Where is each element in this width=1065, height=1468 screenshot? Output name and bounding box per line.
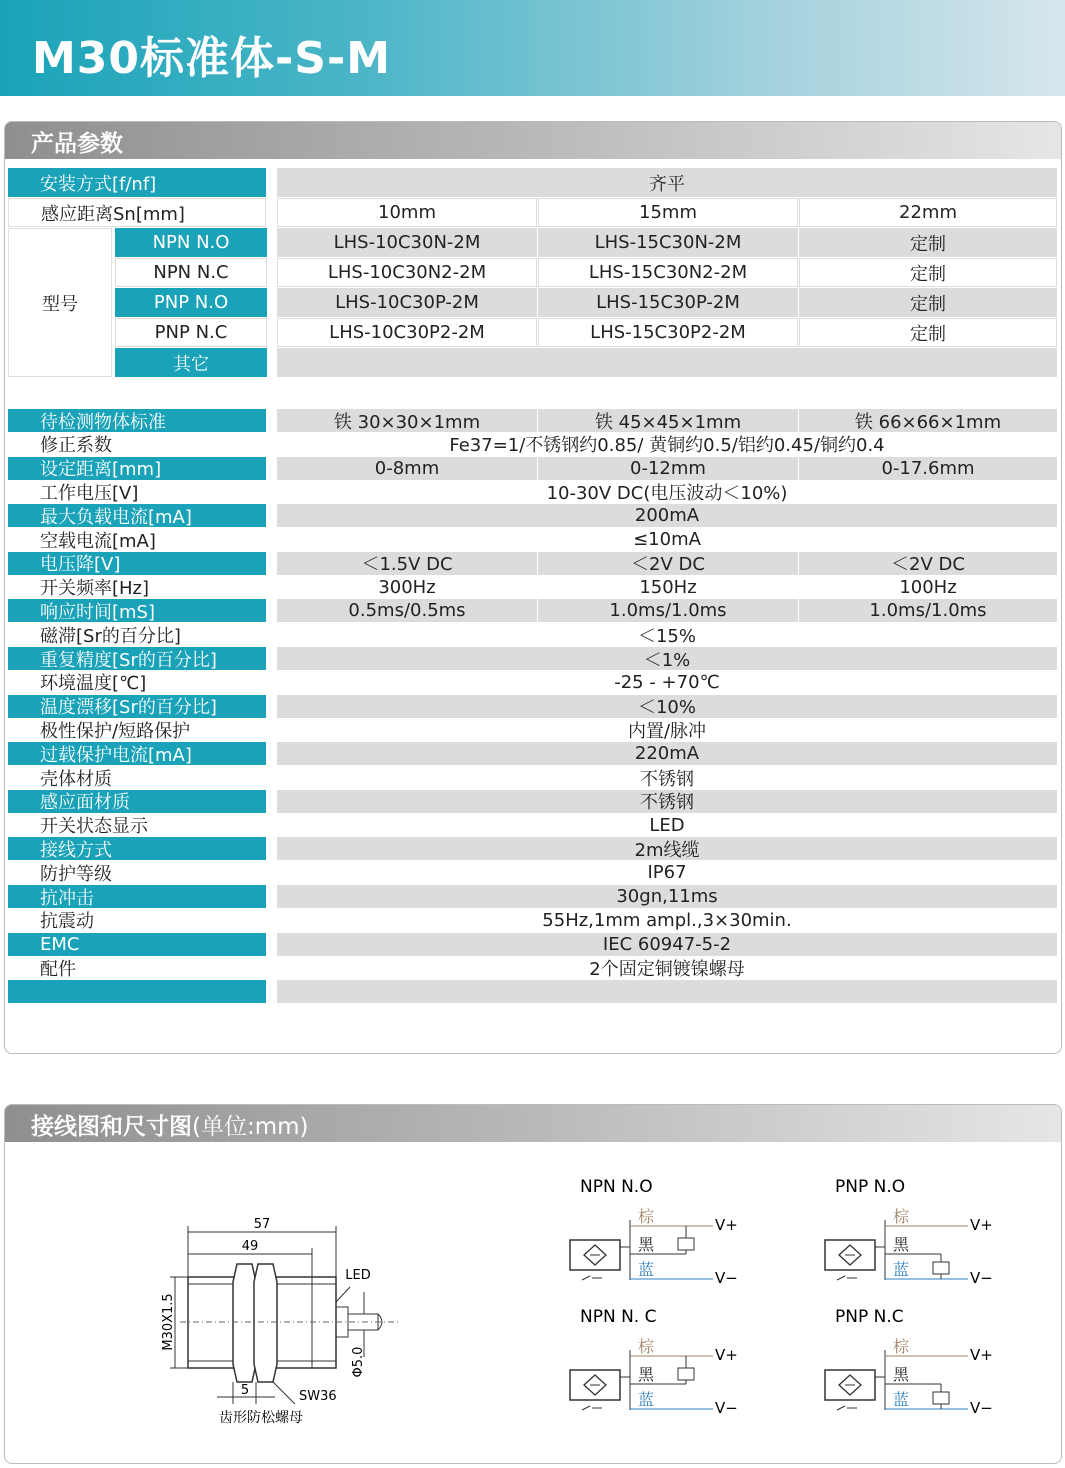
vplus-label: V+ [715,1346,738,1364]
spec-row [8,433,1058,456]
spec-value: LED [277,814,1057,837]
vminus-label: V− [970,1269,993,1287]
page-title: M30标准体-S-M [32,33,392,84]
model-value: LHS-10C30P2-2M [277,318,537,347]
spec-row [8,814,1058,837]
spec-value: 10-30V DC(电压波动＜10%) [277,480,1057,503]
table-row [8,198,1058,227]
spec-row [8,504,1058,527]
thread-label: M30X1.5 [161,1293,176,1351]
spec-row [8,409,1058,432]
model-row [8,228,1058,257]
title-banner [0,0,1065,96]
vplus-label: V+ [970,1216,993,1234]
spec-value: 铁 66×66×1mm [799,409,1057,432]
sw-label: SW36 [299,1389,337,1404]
black-wire-label: 黑 [638,1365,655,1384]
blue-wire-label: 蓝 [893,1260,910,1279]
spec-label: 开关状态显示 [8,814,266,837]
spec-value: 2m线缆 [277,837,1057,860]
model-value: 定制 [799,228,1057,257]
spec-value: 100Hz [799,576,1057,599]
mount-value: 齐平 [277,168,1057,197]
spec-value: 内置/脉冲 [277,718,1057,741]
spec-value: 200mA [277,504,1057,527]
model-value: 定制 [799,288,1057,317]
model-value: 定制 [799,318,1057,347]
led-label: LED [345,1268,371,1283]
vminus-label: V− [970,1399,993,1417]
drawing-panel [4,1104,1062,1464]
spec-label: 防护等级 [8,861,266,884]
model-type: PNP N.O [115,288,267,317]
spec-value: 1.0ms/1.0ms [538,599,798,622]
spec-row [8,933,1058,956]
vminus-label: V− [715,1399,738,1417]
spec-value: 铁 30×30×1mm [277,409,537,432]
spec-value: 30gn,11ms [277,885,1057,908]
spec-row [8,909,1058,932]
spec-row [8,742,1058,765]
spec-value: ＜2V DC [538,552,798,575]
spec-value: ＜1.5V DC [277,552,537,575]
spec-row [8,790,1058,813]
model-value: LHS-10C30N2-2M [277,258,537,287]
spec-label: 开关频率[Hz] [8,576,266,599]
spec-label: 抗冲击 [8,885,266,908]
model-value: LHS-15C30N-2M [538,228,798,257]
spec-label: 感应面材质 [8,790,266,813]
dimension-drawing [5,1142,1062,1464]
vplus-label: V+ [715,1216,738,1234]
spec-value: ≤10mA [277,528,1057,551]
spec-row [8,457,1058,480]
model-value: LHS-15C30P-2M [538,288,798,317]
wiring-diagram [825,1177,993,1287]
blue-wire-label: 蓝 [638,1390,655,1409]
vplus-label: V+ [970,1346,993,1364]
spec-value: ＜2V DC [799,552,1057,575]
cable-dia-label: Φ5.0 [351,1346,366,1378]
spec-label: 空载电流[mA] [8,528,266,551]
model-value: LHS-10C30N-2M [277,228,537,257]
spec-row [8,623,1058,646]
spec-row [8,480,1058,503]
spec-label: 工作电压[V] [8,480,266,503]
brown-wire-label: 棕 [893,1337,910,1356]
wiring-diagram [570,1307,738,1417]
spec-label: 待检测物体标准 [8,409,266,432]
nut-label: 齿形防松螺母 [219,1410,303,1426]
model-label: 型号 [8,228,112,377]
black-wire-label: 黑 [893,1235,910,1254]
spec-row [8,766,1058,789]
spec-label: 接线方式 [8,837,266,860]
spec-row [8,718,1058,741]
distance-label: 感应距离Sn[mm] [8,198,266,227]
spec-row [8,599,1058,622]
spec-label: 过载保护电流[mA] [8,742,266,765]
blue-wire-label: 蓝 [893,1390,910,1409]
spec-label: 电压降[V] [8,552,266,575]
model-type: PNP N.C [115,318,267,347]
spec-value: IEC 60947-5-2 [277,933,1057,956]
spec-value: 0-8mm [277,457,537,480]
model-type: NPN N.O [115,228,267,257]
spec-value: -25 - +70℃ [277,671,1057,694]
spec-value: 0.5ms/0.5ms [277,599,537,622]
distance-value: 22mm [799,198,1057,227]
spec-row [8,671,1058,694]
spec-label: 设定距离[mm] [8,457,266,480]
model-type: NPN N.C [115,258,267,287]
drawing-heading: 接线图和尺寸图(单位:mm) [5,1105,1061,1142]
spec-label: 配件 [8,956,266,979]
wiring-title: PNP N.O [835,1177,906,1197]
wiring-title: PNP N.C [835,1307,904,1327]
spec-label: EMC [8,933,266,956]
spec-value: 铁 45×45×1mm [538,409,798,432]
spec-row [8,885,1058,908]
distance-value: 10mm [277,198,537,227]
spec-value: IP67 [277,861,1057,884]
black-wire-label: 黑 [638,1235,655,1254]
brown-wire-label: 棕 [638,1337,655,1356]
spec-label: 抗震动 [8,909,266,932]
spec-label: 修正系数 [8,433,266,456]
model-value: LHS-15C30N2-2M [538,258,798,287]
spec-value: ＜10% [277,695,1057,718]
model-row [8,258,1058,287]
vminus-label: V− [715,1269,738,1287]
model-value: LHS-15C30P2-2M [538,318,798,347]
model-value: LHS-10C30P-2M [277,288,537,317]
spec-value-empty [277,980,1057,1003]
spec-row [8,980,1058,1003]
model-value-empty [277,348,1057,377]
params-heading: 产品参数 [5,122,1061,159]
spec-label: 环境温度[℃] [8,671,266,694]
spec-row [8,528,1058,551]
model-row [8,288,1058,317]
wiring-diagram [570,1177,738,1287]
spec-value: 不锈钢 [277,790,1057,813]
spec-label: 温度漂移[Sr的百分比] [8,695,266,718]
model-row [8,318,1058,347]
spec-value: 150Hz [538,576,798,599]
spec-row [8,647,1058,670]
black-wire-label: 黑 [893,1365,910,1384]
spec-label: 响应时间[mS] [8,599,266,622]
model-value: 定制 [799,258,1057,287]
spec-value: ＜15% [277,623,1057,646]
spec-row [8,861,1058,884]
spec-row [8,837,1058,860]
dim-49: 49 [241,1239,259,1254]
model-row [8,348,1058,377]
spec-row [8,552,1058,575]
wiring-title: NPN N. C [580,1307,657,1327]
table-row [8,168,1058,197]
spec-value: 2个固定铜镀镍螺母 [277,956,1057,979]
brown-wire-label: 棕 [638,1207,655,1226]
spec-value: ＜1% [277,647,1057,670]
params-panel [4,121,1062,1054]
spec-label: 壳体材质 [8,766,266,789]
spec-label [8,980,266,1003]
spec-label: 最大负载电流[mA] [8,504,266,527]
spec-value: 1.0ms/1.0ms [799,599,1057,622]
dim-5: 5 [240,1383,250,1398]
distance-value: 15mm [538,198,798,227]
spec-value: 300Hz [277,576,537,599]
spec-value: 0-12mm [538,457,798,480]
spec-row [8,956,1058,979]
blue-wire-label: 蓝 [638,1260,655,1279]
spec-value: 55Hz,1mm ampl.,3×30min. [277,909,1057,932]
spec-row [8,695,1058,718]
spec-value: Fe37=1/不锈钢约0.85/ 黄铜约0.5/铝约0.45/铜约0.4 [277,433,1057,456]
spec-label: 磁滞[Sr的百分比] [8,623,266,646]
dim-57: 57 [253,1217,271,1232]
wiring-diagram [825,1307,993,1417]
spec-value: 220mA [277,742,1057,765]
mount-label: 安装方式[f/nf] [8,168,266,197]
model-type: 其它 [115,348,267,377]
spec-value: 不锈钢 [277,766,1057,789]
spec-row [8,576,1058,599]
brown-wire-label: 棕 [893,1207,910,1226]
spec-label: 极性保护/短路保护 [8,718,266,741]
spec-label: 重复精度[Sr的百分比] [8,647,266,670]
wiring-title: NPN N.O [580,1177,653,1197]
spec-value: 0-17.6mm [799,457,1057,480]
